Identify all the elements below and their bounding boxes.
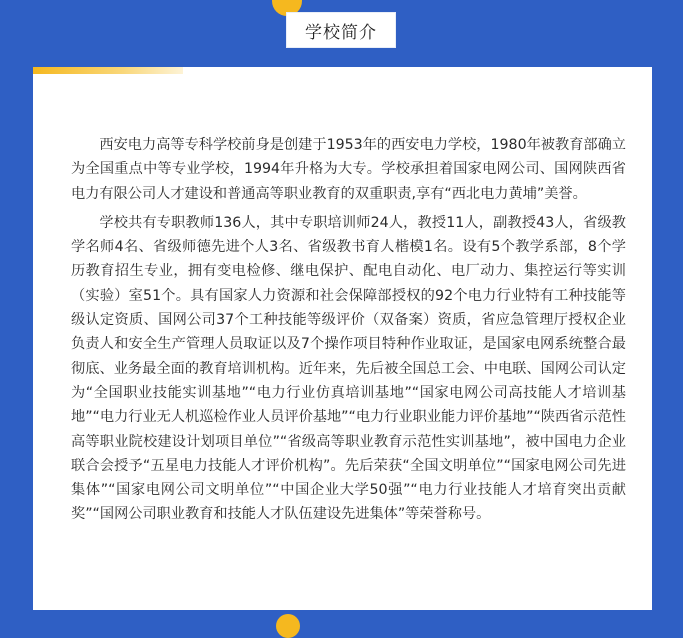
intro-paragraph: 学校共有专职教师136人，其中专职培训师24人，教授11人，副教授43人，省级教学名师4名、省级师德先进个人3名、省级教书育人楷模1名。设有5个教学系部，8个学历教育招生专业，拥有变电检修、继电保护、配电自动化、电厂动力、集控运行等实训（实验）室51个。具有国家人力资源和社会保障部授权的92个电力行业特有工种技能等级认定资质、国网公司37个工种技能等级评价（双备案）资质，省应急管理厅授权企业负责人和安全生产管理人员取证以及7个操作项目特种作业取证，是国家电网系统整合最彻底、业务最全面的教育培训机构。近年来，先后被全国总工会、中电联、国网公司认定为“全国职业技能实训基地”“电力行业仿真培训基地”“国家电网公司高技能人才培训基地”“电力行业无人机巡检作业人员评价基地”“电力行业职业能力评价基地”“陕西省示范性高等职业院校建设计划项目单位”“省级高等职业教育示范性实训基地”，被中国电力企业联合会授予“五星电力技能人才评价机构”。先后荣获“全国文明单位”“国家电网公司先进集体”“国家电网公司文明单位”“中国企业大学50强”“电力行业技能人才培育突出贡献奖”“国网公司职业教育和技能人才队伍建设先进集体”等荣誉称号。 <box>71 214 626 523</box>
content-panel <box>33 67 652 610</box>
section-title: 学校简介 <box>287 13 395 47</box>
accent-bar <box>33 67 183 74</box>
intro-paragraph: 西安电力高等专科学校前身是创建于1953年的西安电力学校，1980年被教育部确立为全国重点中等专业学校，1994年升格为大专。学校承担着国家电网公司、国网陕西省电力有限公司人才建设和普通高等职业教育的双重职责,享有“西北电力黄埔”美誉。 <box>71 137 626 202</box>
bottom-decorative-dot <box>276 614 300 638</box>
intro-text <box>71 133 626 527</box>
